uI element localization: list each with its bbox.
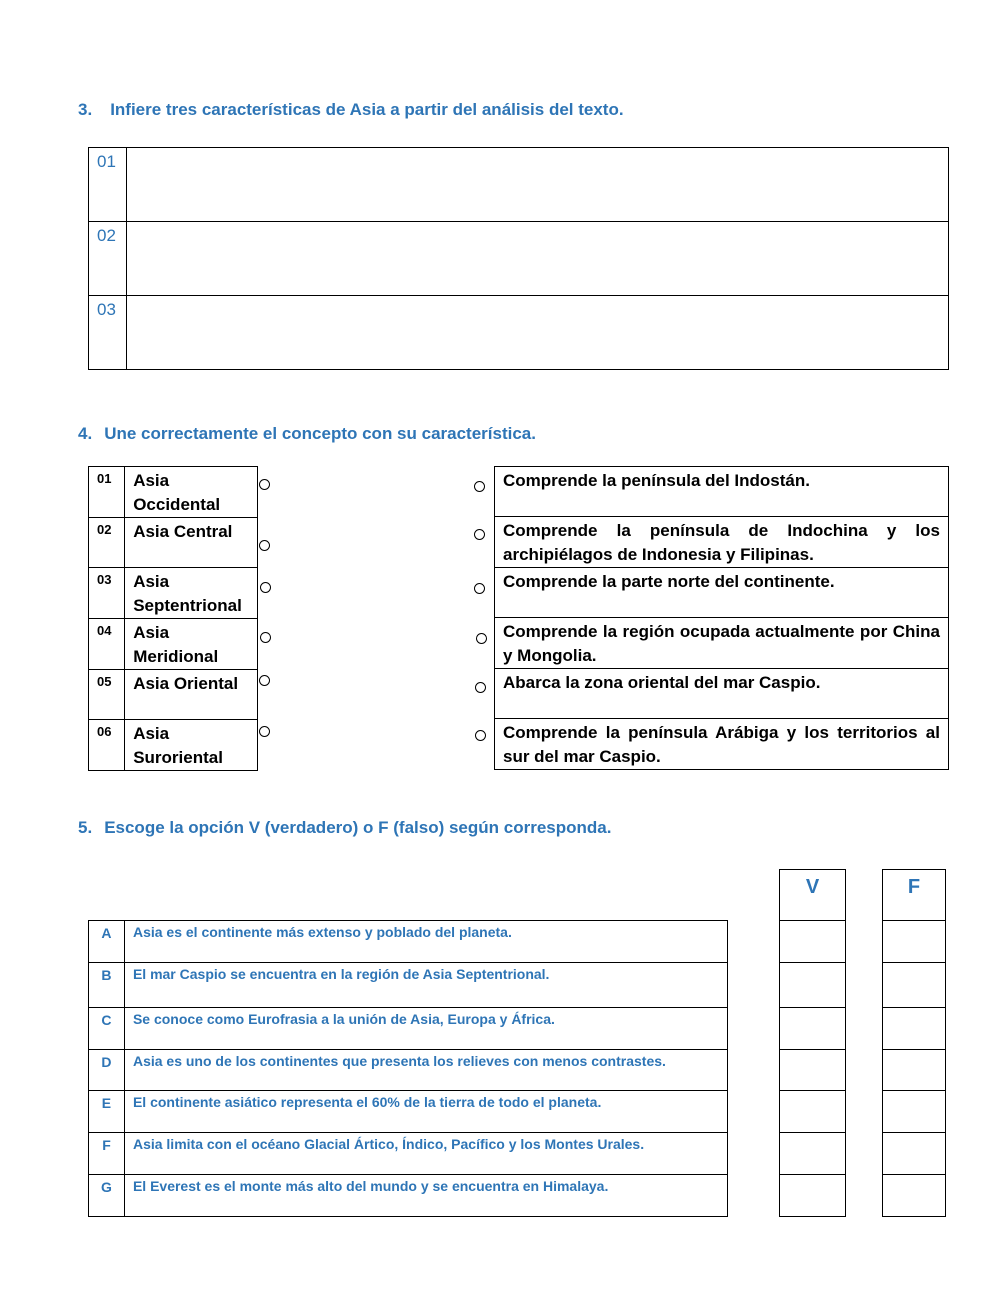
q4-concept-number: 05 — [89, 670, 125, 720]
q5-statement-letter: G — [89, 1175, 125, 1217]
q4-characteristic-text: Comprende la región ocupada actualmente por China y Mongolia. — [495, 618, 949, 669]
q4-concept-number: 04 — [89, 619, 125, 670]
q5-statement-letter: F — [89, 1133, 125, 1175]
q4-title-text: Une correctamente el concepto con su característica. — [104, 424, 536, 443]
q3-row-number: 03 — [89, 296, 127, 370]
true-answer-cell[interactable] — [780, 963, 846, 1008]
q5-statement-text: Asia es uno de los continentes que presenta los relieves con menos contrastes. — [124, 1050, 727, 1091]
q3-row-number: 01 — [89, 148, 127, 222]
q4-characteristic-text: Comprende la parte norte del continente. — [495, 568, 949, 618]
false-answer-cell[interactable] — [883, 1008, 946, 1050]
q4-characteristic-row — [495, 517, 949, 568]
true-answer-cell[interactable] — [780, 921, 846, 963]
q4-concepts-table — [88, 466, 258, 771]
q5-statement-letter: D — [89, 1050, 125, 1091]
q4-concept-label: Asia Meridional — [125, 619, 258, 670]
q4-concept-row — [89, 568, 258, 619]
q5-statement-letter: E — [89, 1091, 125, 1133]
q4-concept-row — [89, 619, 258, 670]
true-column-table — [779, 869, 846, 1217]
q4-concept-number: 02 — [89, 518, 125, 568]
q5-statement-text: El mar Caspio se encuentra en la región de Asia Septentrional. — [124, 963, 727, 1008]
false-answer-cell[interactable] — [883, 963, 946, 1008]
q4-characteristic-text: Comprende la península de Indochina y los archipiélagos de Indonesia y Filipinas. — [495, 517, 949, 568]
left-connector-circle[interactable] — [259, 675, 270, 686]
q4-concept-label: Asia Central — [125, 518, 258, 568]
q3-row — [89, 148, 949, 222]
q4-characteristic-text: Comprende la península del Indostán. — [495, 467, 949, 517]
left-connector-circle[interactable] — [260, 632, 271, 643]
true-answer-cell[interactable] — [780, 1091, 846, 1133]
q3-title — [78, 100, 624, 120]
q4-concept-label: Asia Occidental — [125, 467, 258, 518]
q5-statement-text: El continente asiático representa el 60% de la tierra de todo el planeta. — [124, 1091, 727, 1133]
q4-characteristic-text: Comprende la península Arábiga y los territorios al sur del mar Caspio. — [495, 719, 949, 770]
q3-answer-table — [88, 147, 949, 370]
right-connector-circle[interactable] — [474, 583, 485, 594]
q5-statement-row — [89, 1091, 728, 1133]
q5-statement-text: Asia limita con el océano Glacial Ártico, Índico, Pacífico y los Montes Urales. — [124, 1133, 727, 1175]
q3-row — [89, 222, 949, 296]
q4-characteristic-row — [495, 669, 949, 719]
false-answer-cell[interactable] — [883, 1175, 946, 1217]
q5-statement-text: Asia es el continente más extenso y poblado del planeta. — [124, 921, 727, 963]
left-connector-circle[interactable] — [260, 582, 271, 593]
left-connector-circle[interactable] — [259, 540, 270, 551]
q4-number: 4. — [78, 424, 93, 443]
right-connector-circle[interactable] — [475, 682, 486, 693]
q4-concept-label: Asia Suroriental — [125, 720, 258, 771]
q4-characteristics-table — [494, 466, 949, 770]
q5-statement-row — [89, 1008, 728, 1050]
true-answer-cell[interactable] — [780, 1175, 846, 1217]
q4-title — [78, 424, 536, 444]
false-answer-cell[interactable] — [883, 921, 946, 963]
q5-statement-text: El Everest es el monte más alto del mundo y se encuentra en Himalaya. — [124, 1175, 727, 1217]
q5-title — [78, 818, 611, 838]
q4-characteristic-row — [495, 719, 949, 770]
false-answer-cell[interactable] — [883, 1091, 946, 1133]
right-connector-circle[interactable] — [475, 730, 486, 741]
q4-concept-row — [89, 720, 258, 771]
q3-title-text: Infiere tres características de Asia a partir del análisis del texto. — [110, 100, 624, 119]
left-connector-circle[interactable] — [259, 726, 270, 737]
false-column-table — [882, 869, 946, 1217]
right-connector-circle[interactable] — [476, 633, 487, 644]
q5-statement-row — [89, 963, 728, 1008]
q5-statement-letter: B — [89, 963, 125, 1008]
left-connector-circle[interactable] — [259, 479, 270, 490]
q4-characteristic-text: Abarca la zona oriental del mar Caspio. — [495, 669, 949, 719]
q3-number: 3. — [78, 100, 93, 119]
q4-concept-number: 06 — [89, 720, 125, 771]
q4-characteristic-row — [495, 568, 949, 618]
q4-concept-row — [89, 467, 258, 518]
q5-statement-row — [89, 921, 728, 963]
false-answer-cell[interactable] — [883, 1133, 946, 1175]
q4-concept-label: Asia Oriental — [125, 670, 258, 720]
q3-answer-cell[interactable] — [127, 222, 949, 296]
right-connector-circle[interactable] — [474, 529, 485, 540]
right-connector-circle[interactable] — [474, 481, 485, 492]
q4-characteristic-row — [495, 618, 949, 669]
q5-number: 5. — [78, 818, 93, 837]
q4-concept-row — [89, 518, 258, 568]
q5-statements-table — [88, 920, 728, 1217]
true-answer-cell[interactable] — [780, 1133, 846, 1175]
true-answer-cell[interactable] — [780, 1008, 846, 1050]
q4-concept-number: 03 — [89, 568, 125, 619]
q4-concept-label: Asia Septentrional — [125, 568, 258, 619]
q5-statement-letter: A — [89, 921, 125, 963]
q5-statement-letter: C — [89, 1008, 125, 1050]
q5-statement-row — [89, 1050, 728, 1091]
true-answer-cell[interactable] — [780, 1050, 846, 1091]
q5-statement-row — [89, 1133, 728, 1175]
q4-concept-row — [89, 670, 258, 720]
q5-title-text: Escoge la opción V (verdadero) o F (falso) según corresponda. — [104, 818, 612, 837]
false-answer-cell[interactable] — [883, 1050, 946, 1091]
q4-concept-number: 01 — [89, 467, 125, 518]
false-column-header: F — [883, 870, 946, 921]
q3-row — [89, 296, 949, 370]
q3-row-number: 02 — [89, 222, 127, 296]
q5-statement-text: Se conoce como Eurofrasia a la unión de Asia, Europa y África. — [124, 1008, 727, 1050]
true-column-header: V — [780, 870, 846, 921]
q3-answer-cell[interactable] — [127, 148, 949, 222]
q4-characteristic-row — [495, 467, 949, 517]
q3-answer-cell[interactable] — [127, 296, 949, 370]
q5-statement-row — [89, 1175, 728, 1217]
